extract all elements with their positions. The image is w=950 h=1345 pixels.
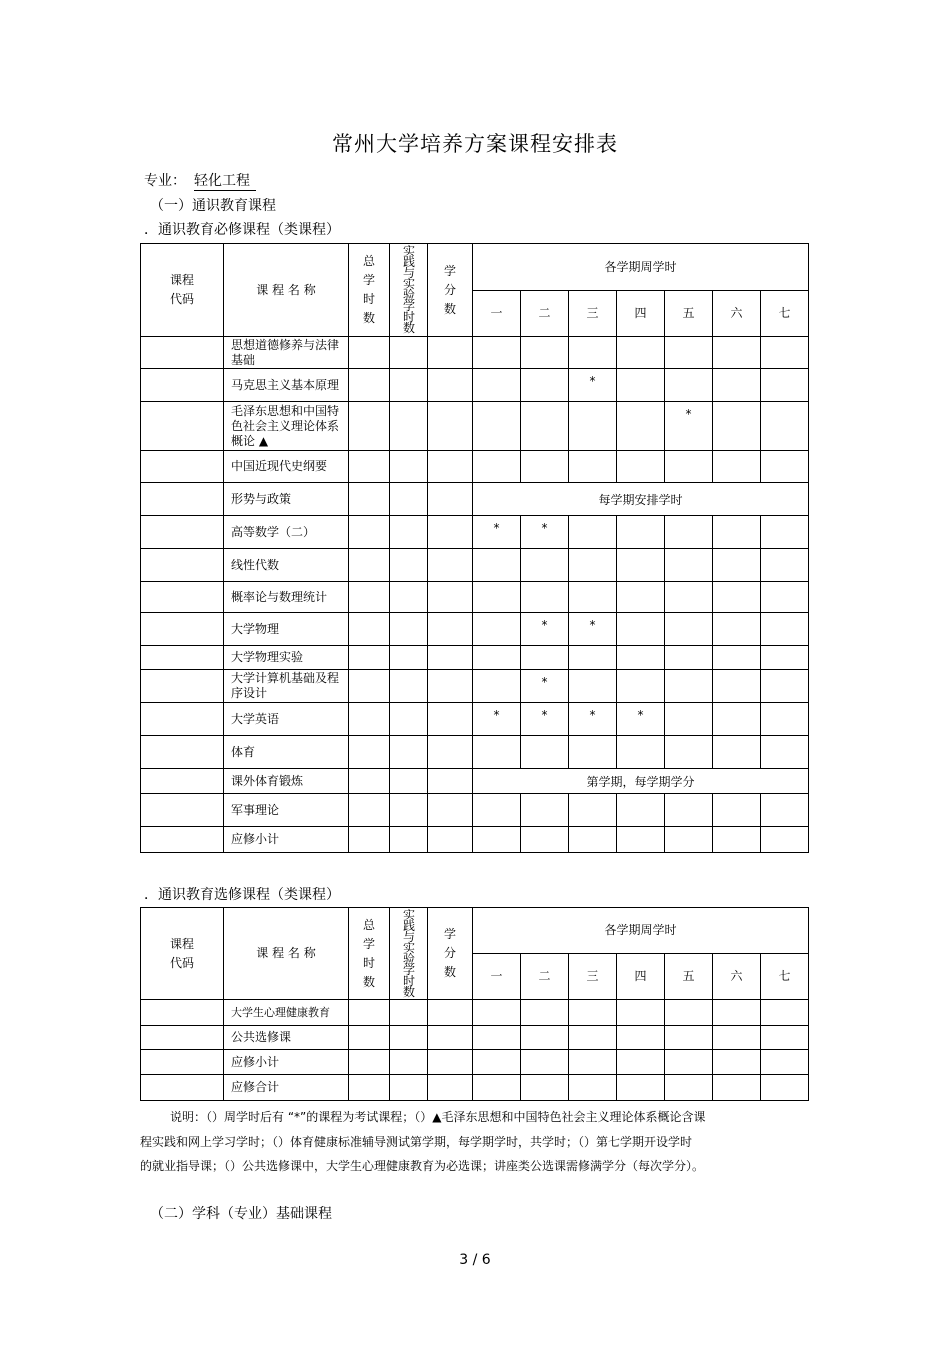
total-hours-cell (349, 337, 390, 369)
semester-cell (713, 1026, 761, 1050)
practice-hours-cell (390, 549, 428, 582)
course-code-cell (141, 483, 224, 516)
semester-cell (617, 670, 665, 703)
total-hours-cell (349, 827, 390, 853)
practice-hours-cell (390, 402, 428, 451)
total-hours-cell (349, 1050, 390, 1075)
semester-cell (761, 827, 809, 853)
semester-cell (521, 337, 569, 369)
practice-hours-cell (390, 827, 428, 853)
semester-cell (569, 1000, 617, 1026)
course-code-cell (141, 769, 224, 794)
header-practice-hours: 实践与实验学时数 (390, 908, 428, 1000)
credits-cell (428, 1050, 473, 1075)
course-code-cell (141, 337, 224, 369)
course-row (141, 402, 809, 451)
semester-cell (473, 402, 521, 451)
semester-cell (521, 646, 569, 670)
semester-cell (473, 736, 521, 769)
practice-hours-cell (390, 369, 428, 402)
semester-cell (617, 369, 665, 402)
semester-cell: * (521, 613, 569, 646)
course-name: 马克思主义基本原理 (224, 369, 349, 402)
notes-line-1: 说明：（）周学时后有 “*”的课程为考试课程；（）▲毛泽东思想和中国特色社会主义理论体系概论含课 (170, 1110, 706, 1124)
semester-cell (473, 1000, 521, 1026)
course-row (141, 794, 809, 827)
semester-span-note: 第学期，每学期学分 (473, 769, 809, 794)
practice-hours-cell (390, 646, 428, 670)
course-name: 形势与政策 (224, 483, 349, 516)
course-code-cell (141, 670, 224, 703)
course-name: 应修合计 (224, 1075, 349, 1101)
credits-cell (428, 549, 473, 582)
semester-cell (473, 794, 521, 827)
semester-cell (713, 1000, 761, 1026)
major-value: 轻化工程 (194, 170, 256, 191)
course-name: 体育 (224, 736, 349, 769)
course-row (141, 1075, 809, 1101)
semester-cell (761, 646, 809, 670)
total-hours-cell (349, 1075, 390, 1101)
course-name: 课外体育锻炼 (224, 769, 349, 794)
semester-cell (761, 1050, 809, 1075)
total-hours-cell (349, 451, 390, 483)
credits-cell (428, 1075, 473, 1101)
semester-cell (617, 794, 665, 827)
course-name: 大学物理 (224, 613, 349, 646)
course-name: 军事理论 (224, 794, 349, 827)
credits-cell (428, 769, 473, 794)
header-semesters-title: 各学期周学时 (473, 908, 809, 954)
total-hours-cell (349, 736, 390, 769)
course-name: 应修小计 (224, 1050, 349, 1075)
practice-hours-cell (390, 451, 428, 483)
course-row (141, 736, 809, 769)
semester-cell (761, 402, 809, 451)
semester-cell (569, 1075, 617, 1101)
total-hours-cell (349, 1000, 390, 1026)
semester-cell: * (569, 613, 617, 646)
course-row (141, 582, 809, 613)
practice-hours-cell (390, 794, 428, 827)
header-name: 课 程 名 称 (224, 908, 349, 1000)
subsection-elective: ．通识教育选修课程（类课程） (144, 887, 340, 903)
practice-hours-cell (390, 337, 428, 369)
course-code-cell (141, 451, 224, 483)
course-name: 大学生心理健康教育 (224, 1000, 349, 1026)
semester-cell (521, 1000, 569, 1026)
semester-cell (473, 451, 521, 483)
semester-cell (761, 451, 809, 483)
semester-cell (713, 337, 761, 369)
semester-cell (713, 703, 761, 736)
total-hours-cell (349, 402, 390, 451)
semester-cell (617, 736, 665, 769)
semester-cell (569, 646, 617, 670)
subsection-required: ．通识教育必修课程（类课程） (144, 222, 340, 238)
semester-cell (569, 1050, 617, 1075)
course-row (141, 549, 809, 582)
semester-cell (713, 369, 761, 402)
semester-cell (665, 337, 713, 369)
header-semester: 三 (569, 291, 617, 337)
semester-cell (617, 1050, 665, 1075)
credits-cell (428, 646, 473, 670)
practice-hours-cell (390, 1026, 428, 1050)
semester-cell: * (617, 703, 665, 736)
semester-cell (665, 736, 713, 769)
practice-hours-cell (390, 1000, 428, 1026)
semester-cell (713, 451, 761, 483)
course-row (141, 483, 809, 516)
credits-cell (428, 794, 473, 827)
header-practice-hours: 实践与实验学时数 (390, 244, 428, 337)
semester-cell (713, 582, 761, 613)
total-hours-cell (349, 1026, 390, 1050)
course-row (141, 1000, 809, 1026)
semester-cell (617, 646, 665, 670)
header-credits: 学分数 (428, 908, 473, 1000)
practice-hours-cell (390, 582, 428, 613)
semester-cell (665, 646, 713, 670)
semester-cell (473, 613, 521, 646)
semester-cell: * (569, 703, 617, 736)
credits-cell (428, 369, 473, 402)
course-code-cell (141, 1050, 224, 1075)
course-code-cell (141, 827, 224, 853)
course-row (141, 613, 809, 646)
semester-cell: * (521, 516, 569, 549)
major-label: 专业： (144, 173, 186, 189)
practice-hours-cell (390, 670, 428, 703)
credits-cell (428, 582, 473, 613)
header-total-hours: 总学时数 (349, 244, 390, 337)
header-semester: 一 (473, 954, 521, 1000)
elective-courses-table (140, 907, 809, 1101)
course-row (141, 703, 809, 736)
semester-cell (473, 646, 521, 670)
semester-cell: * (569, 369, 617, 402)
semester-cell (761, 670, 809, 703)
header-semesters-title: 各学期周学时 (473, 244, 809, 291)
semester-cell (569, 549, 617, 582)
semester-cell (617, 402, 665, 451)
semester-cell (665, 703, 713, 736)
course-name: 思想道德修养与法律基础 (224, 337, 349, 369)
course-name: 中国近现代史纲要 (224, 451, 349, 483)
semester-cell (761, 613, 809, 646)
semester-cell (617, 1000, 665, 1026)
page-number: 3 / 6 (459, 1252, 491, 1268)
semester-cell (473, 670, 521, 703)
semester-cell (665, 827, 713, 853)
semester-cell (761, 794, 809, 827)
total-hours-cell (349, 670, 390, 703)
header-name: 课 程 名 称 (224, 244, 349, 337)
semester-cell (665, 670, 713, 703)
total-hours-cell (349, 516, 390, 549)
semester-cell (617, 549, 665, 582)
semester-cell (713, 613, 761, 646)
semester-cell (569, 670, 617, 703)
semester-cell (761, 1000, 809, 1026)
header-semester: 三 (569, 954, 617, 1000)
header-semester: 五 (665, 291, 713, 337)
semester-cell: * (521, 670, 569, 703)
header-semester: 二 (521, 954, 569, 1000)
practice-hours-cell (390, 1075, 428, 1101)
credits-cell (428, 516, 473, 549)
practice-hours-cell (390, 703, 428, 736)
semester-cell (473, 337, 521, 369)
section-heading-general: （一）通识教育课程 (150, 198, 276, 214)
semester-span-note: 每学期安排学时 (473, 483, 809, 516)
semester-cell (617, 337, 665, 369)
semester-cell (761, 516, 809, 549)
semester-cell (665, 451, 713, 483)
course-row (141, 369, 809, 402)
semester-cell (521, 1075, 569, 1101)
practice-hours-cell (390, 483, 428, 516)
header-semester: 四 (617, 954, 665, 1000)
semester-cell (665, 1000, 713, 1026)
course-code-cell (141, 1075, 224, 1101)
course-row (141, 516, 809, 549)
semester-cell (617, 613, 665, 646)
section-heading-foundation: （二）学科（专业）基础课程 (150, 1206, 332, 1222)
semester-cell (665, 1050, 713, 1075)
semester-cell (713, 549, 761, 582)
semester-cell (569, 1026, 617, 1050)
header-code: 课程代码 (141, 244, 224, 337)
credits-cell (428, 337, 473, 369)
total-hours-cell (349, 769, 390, 794)
course-code-cell (141, 613, 224, 646)
semester-cell (617, 827, 665, 853)
credits-cell (428, 703, 473, 736)
practice-hours-cell (390, 736, 428, 769)
semester-cell (713, 402, 761, 451)
header-total-hours: 总学时数 (349, 908, 390, 1000)
header-semester: 七 (761, 954, 809, 1000)
semester-cell (761, 703, 809, 736)
header-semester: 一 (473, 291, 521, 337)
semester-cell (665, 369, 713, 402)
semester-cell (569, 827, 617, 853)
course-code-cell (141, 703, 224, 736)
semester-cell (761, 1026, 809, 1050)
credits-cell (428, 670, 473, 703)
course-code-cell (141, 549, 224, 582)
course-code-cell (141, 1026, 224, 1050)
semester-cell (521, 794, 569, 827)
required-courses-table (140, 243, 809, 853)
semester-cell (521, 451, 569, 483)
semester-cell (665, 1075, 713, 1101)
semester-cell (761, 337, 809, 369)
semester-cell (617, 582, 665, 613)
semester-cell (713, 1075, 761, 1101)
header-semester: 六 (713, 291, 761, 337)
semester-cell (713, 670, 761, 703)
course-row (141, 769, 809, 794)
semester-cell (569, 794, 617, 827)
semester-cell (521, 582, 569, 613)
course-row (141, 1026, 809, 1050)
credits-cell (428, 736, 473, 769)
credits-cell (428, 1026, 473, 1050)
semester-cell (761, 736, 809, 769)
total-hours-cell (349, 549, 390, 582)
course-name: 高等数学（二） (224, 516, 349, 549)
course-name: 线性代数 (224, 549, 349, 582)
course-name: 毛泽东思想和中国特色社会主义理论体系概论 ▲ (224, 402, 349, 451)
semester-cell (713, 794, 761, 827)
semester-cell (569, 582, 617, 613)
header-semester: 二 (521, 291, 569, 337)
course-row (141, 670, 809, 703)
semester-cell (665, 549, 713, 582)
header-semester: 五 (665, 954, 713, 1000)
semester-cell (521, 549, 569, 582)
course-code-cell (141, 369, 224, 402)
semester-cell (761, 1075, 809, 1101)
total-hours-cell (349, 613, 390, 646)
course-name: 大学物理实验 (224, 646, 349, 670)
notes-line-2: 程实践和网上学习学时；（）体育健康标准辅导测试第学期，每学期学时，共学时；（）第七学期开设学时 (140, 1135, 693, 1149)
course-name: 大学英语 (224, 703, 349, 736)
course-code-cell (141, 582, 224, 613)
credits-cell (428, 1000, 473, 1026)
practice-hours-cell (390, 516, 428, 549)
course-name: 应修小计 (224, 827, 349, 853)
semester-cell (569, 337, 617, 369)
credits-cell (428, 827, 473, 853)
semester-cell (521, 736, 569, 769)
total-hours-cell (349, 582, 390, 613)
semester-cell (569, 516, 617, 549)
course-row (141, 337, 809, 369)
semester-cell (617, 1075, 665, 1101)
semester-cell (665, 794, 713, 827)
semester-cell (473, 1050, 521, 1075)
notes-line-3: 的就业指导课；（）公共选修课中，大学生心理健康教育为必选课；讲座类公选课需修满学分（每次学分）。 (140, 1159, 705, 1173)
semester-cell (665, 1026, 713, 1050)
header-credits: 学分数 (428, 244, 473, 337)
credits-cell (428, 402, 473, 451)
semester-cell (761, 369, 809, 402)
total-hours-cell (349, 703, 390, 736)
semester-cell (713, 516, 761, 549)
semester-cell (473, 827, 521, 853)
semester-cell (521, 402, 569, 451)
credits-cell (428, 451, 473, 483)
practice-hours-cell (390, 613, 428, 646)
semester-cell: * (473, 703, 521, 736)
semester-cell (617, 516, 665, 549)
course-name: 公共选修课 (224, 1026, 349, 1050)
semester-cell (713, 827, 761, 853)
total-hours-cell (349, 794, 390, 827)
course-row (141, 451, 809, 483)
total-hours-cell (349, 369, 390, 402)
semester-cell (569, 402, 617, 451)
total-hours-cell (349, 483, 390, 516)
header-semester: 四 (617, 291, 665, 337)
semester-cell (521, 369, 569, 402)
semester-cell (713, 1050, 761, 1075)
semester-cell (713, 646, 761, 670)
course-name: 大学计算机基础及程序设计 (224, 670, 349, 703)
semester-cell (713, 736, 761, 769)
course-row (141, 827, 809, 853)
total-hours-cell (349, 646, 390, 670)
semester-cell (473, 582, 521, 613)
semester-cell (569, 451, 617, 483)
semester-cell (473, 369, 521, 402)
practice-hours-cell (390, 769, 428, 794)
course-code-cell (141, 736, 224, 769)
semester-cell: * (521, 703, 569, 736)
semester-cell (665, 582, 713, 613)
semester-cell: * (473, 516, 521, 549)
semester-cell (761, 549, 809, 582)
practice-hours-cell (390, 1050, 428, 1075)
semester-cell (665, 516, 713, 549)
semester-cell (521, 827, 569, 853)
page-title: 常州大学培养方案课程安排表 (332, 132, 618, 156)
semester-cell (665, 613, 713, 646)
semester-cell (473, 549, 521, 582)
course-code-cell (141, 402, 224, 451)
semester-cell: * (665, 402, 713, 451)
course-code-cell (141, 794, 224, 827)
course-code-cell (141, 646, 224, 670)
semester-cell (521, 1026, 569, 1050)
semester-cell (521, 1050, 569, 1075)
semester-cell (761, 582, 809, 613)
header-semester: 七 (761, 291, 809, 337)
credits-cell (428, 613, 473, 646)
header-semester: 六 (713, 954, 761, 1000)
semester-cell (473, 1026, 521, 1050)
credits-cell (428, 483, 473, 516)
semester-cell (617, 1026, 665, 1050)
course-name: 概率论与数理统计 (224, 582, 349, 613)
course-code-cell (141, 516, 224, 549)
course-code-cell (141, 1000, 224, 1026)
semester-cell (617, 451, 665, 483)
semester-cell (473, 1075, 521, 1101)
semester-cell (569, 736, 617, 769)
course-row (141, 646, 809, 670)
header-code: 课程代码 (141, 908, 224, 1000)
course-row (141, 1050, 809, 1075)
